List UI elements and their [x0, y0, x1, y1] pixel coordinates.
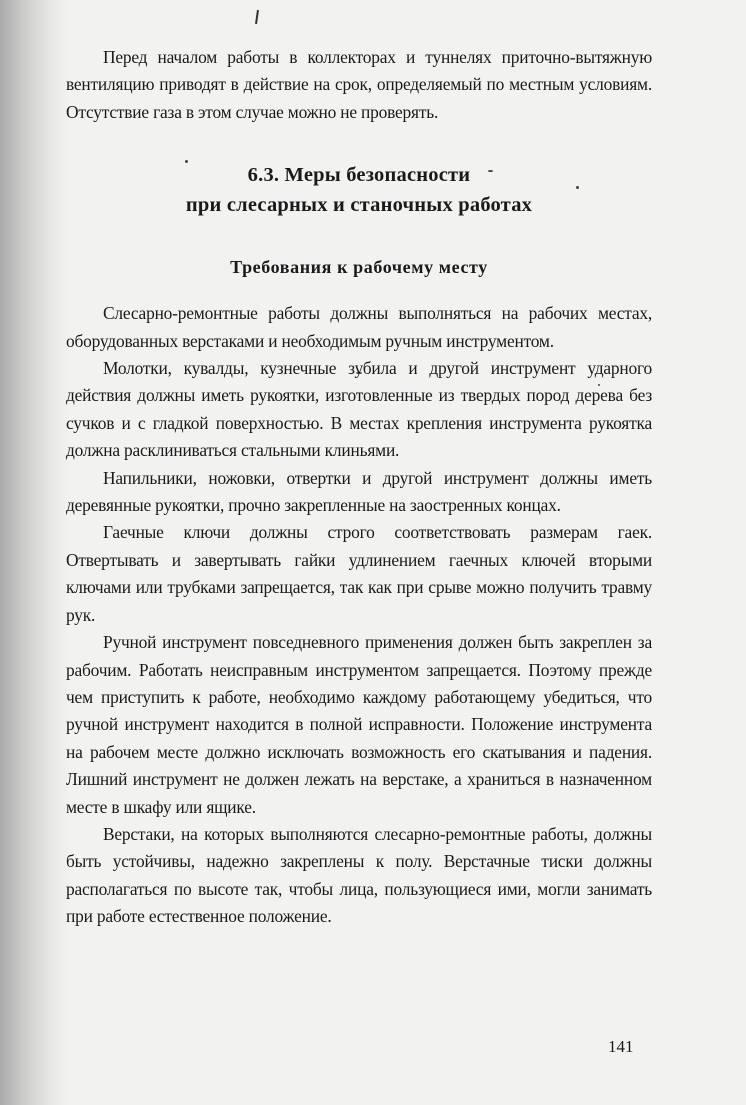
body-paragraph: Напильники, ножовки, отвертки и другой инструмент должны иметь деревянные рукоятки, прочно закрепленные на заостренных концах.	[66, 467, 652, 516]
scan-mark	[255, 10, 259, 24]
body-paragraph: Слесарно-ремонтные работы должны выполняться на рабочих местах, оборудованных верстаками и необходимым ручным инструментом.	[66, 303, 652, 351]
section-title	[66, 160, 652, 220]
subsection-title: Требования к рабочему месту	[230, 257, 488, 278]
body-paragraph: Гаечные ключи должны строго соответствовать размерам гаек. Отвертывать и завертывать гайки удлинением гаечных ключей вторыми ключами или трубками запрещается, так как при срыве можно получить травму рук.	[66, 522, 652, 625]
body-paragraph: Верстаки, на которых выполняются слесарно-ремонтные работы, должны быть устойчивы, надежно закреплены к полу. Верстачные тиски должны располагаться по высоте так, чтобы лица, пользующиеся ими, могли занимать при работе естественное положение.	[66, 823, 652, 927]
section-title-line-1: 6.3. Меры безопасности	[247, 164, 471, 187]
body-paragraph: Молотки, кувалды, кузнечные зубила и другой инструмент ударного действия должны иметь рукоятки, изготовленные из твердых пород дерева без сучков и с гладкой поверхностью. В местах крепления инструмента рукоятка должна расклиниваться стальными клиньями.	[66, 358, 652, 461]
book-page	[66, 44, 652, 931]
intro-paragraph: Перед началом работы в коллекторах и туннелях приточно-вытяжную вентиляцию приводят в действие на срок, определяемый по местным условиям. Отсутствие газа в этом случае можно не проверять.	[66, 47, 652, 122]
body-paragraph: Ручной инструмент повседневного применения должен быть закреплен за рабочим. Работать неисправным инструментом запрещается. Поэтому прежде чем приступить к работе, необходимо каждому работающему убедиться, что ручной инструмент находится в полной исправности. Положение инструмента на рабочем месте должно исключать возможность его скатывания и падения. Лишний инструмент не должен лежать на верстаке, а храниться в назначенном месте в шкафу или ящике.	[66, 632, 652, 817]
scan-spine-shadow	[0, 0, 70, 1105]
page-number: 141	[608, 1037, 634, 1056]
section-title-line-2: при слесарных и станочных работах	[185, 194, 533, 217]
